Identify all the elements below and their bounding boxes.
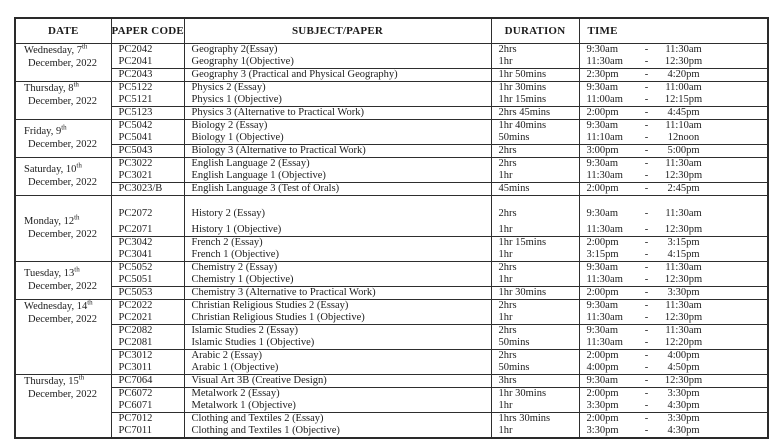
duration-cell: 1hrs 30mins <box>491 413 579 426</box>
timetable-row <box>15 158 768 171</box>
subject-cell: Geography 2(Essay) <box>184 44 491 57</box>
date-cell: Tuesday, 13th December, 2022 <box>15 262 111 300</box>
duration-cell: 1hr 30mins <box>491 82 579 95</box>
timetable-row <box>15 82 768 95</box>
time-cell: 2:00pm - 3:30pm <box>579 388 768 401</box>
subject-cell: Physics 3 (Alternative to Practical Work) <box>184 107 491 120</box>
paper-code-cell: PC7011 <box>111 425 184 438</box>
subject-cell: History 1 (Objective) <box>184 224 491 237</box>
duration-cell: 2hrs <box>491 262 579 275</box>
subject-cell: Metalwork 1 (Objective) <box>184 400 491 413</box>
timetable-row <box>15 400 768 413</box>
timetable-row <box>15 237 768 250</box>
subject-cell: Clothing and Textiles 1 (Objective) <box>184 425 491 438</box>
date-cell: Saturday, 10th December, 2022 <box>15 158 111 196</box>
time-cell: 9:30am - 11:30am <box>579 325 768 338</box>
subject-cell: History 2 (Essay) <box>184 196 491 225</box>
subject-cell: Islamic Studies 2 (Essay) <box>184 325 491 338</box>
column-header-date: DATE <box>15 18 111 44</box>
paper-code-cell: PC3021 <box>111 170 184 183</box>
duration-cell: 1hr <box>491 400 579 413</box>
duration-cell: 2hrs <box>491 350 579 363</box>
paper-code-cell: PC2072 <box>111 196 184 225</box>
subject-cell: Christian Religious Studies 2 (Essay) <box>184 300 491 313</box>
timetable-row <box>15 170 768 183</box>
duration-cell: 50mins <box>491 337 579 350</box>
subject-cell: Geography 1(Objective) <box>184 56 491 69</box>
paper-code-cell: PC3012 <box>111 350 184 363</box>
timetable-row <box>15 388 768 401</box>
timetable-row <box>15 362 768 375</box>
timetable-row <box>15 183 768 196</box>
paper-code-cell: PC2082 <box>111 325 184 338</box>
duration-cell: 50mins <box>491 132 579 145</box>
time-cell: 2:00pm - 4:45pm <box>579 107 768 120</box>
subject-cell: Biology 1 (Objective) <box>184 132 491 145</box>
timetable-row <box>15 107 768 120</box>
timetable-row <box>15 287 768 300</box>
date-cell: Thursday, 8th December, 2022 <box>15 82 111 120</box>
duration-cell: 1hr <box>491 224 579 237</box>
duration-cell: 1hr <box>491 249 579 262</box>
column-header-subject-paper: SUBJECT/PAPER <box>184 18 491 44</box>
duration-cell: 45mins <box>491 183 579 196</box>
time-cell: 11:30am - 12:30pm <box>579 56 768 69</box>
paper-code-cell: PC5053 <box>111 287 184 300</box>
time-cell: 2:30pm - 4:20pm <box>579 69 768 82</box>
time-cell: 11:10am - 12noon <box>579 132 768 145</box>
subject-cell: Visual Art 3B (Creative Design) <box>184 375 491 388</box>
duration-cell: 2hrs <box>491 44 579 57</box>
date-cell: Wednesday, 14th December, 2022 <box>15 300 111 375</box>
duration-cell: 2hrs <box>491 300 579 313</box>
time-cell: 9:30am - 11:30am <box>579 300 768 313</box>
paper-code-cell: PC2021 <box>111 312 184 325</box>
duration-cell: 1hr <box>491 274 579 287</box>
subject-cell: French 2 (Essay) <box>184 237 491 250</box>
subject-cell: Geography 3 (Practical and Physical Geography) <box>184 69 491 82</box>
duration-cell: 1hr 30mins <box>491 287 579 300</box>
timetable-row <box>15 120 768 133</box>
subject-cell: Christian Religious Studies 1 (Objective) <box>184 312 491 325</box>
time-cell: 2:00pm - 3:30pm <box>579 287 768 300</box>
subject-cell: Chemistry 2 (Essay) <box>184 262 491 275</box>
paper-code-cell: PC5052 <box>111 262 184 275</box>
paper-code-cell: PC2042 <box>111 44 184 57</box>
time-cell: 2:00pm - 4:00pm <box>579 350 768 363</box>
time-cell: 11:00am - 12:15pm <box>579 94 768 107</box>
duration-cell: 2hrs <box>491 325 579 338</box>
timetable-row <box>15 44 768 57</box>
duration-cell: 1hr 15mins <box>491 237 579 250</box>
column-header-duration: DURATION <box>491 18 579 44</box>
paper-code-cell: PC2071 <box>111 224 184 237</box>
subject-cell: English Language 3 (Test of Orals) <box>184 183 491 196</box>
paper-code-cell: PC5051 <box>111 274 184 287</box>
subject-cell: Chemistry 3 (Alternative to Practical Work) <box>184 287 491 300</box>
date-cell: Monday, 12th December, 2022 <box>15 196 111 262</box>
paper-code-cell: PC3042 <box>111 237 184 250</box>
duration-cell: 2hrs <box>491 145 579 158</box>
time-cell: 9:30am - 11:10am <box>579 120 768 133</box>
paper-code-cell: PC2022 <box>111 300 184 313</box>
time-cell: 9:30am - 12:30pm <box>579 375 768 388</box>
header-row <box>15 18 768 44</box>
paper-code-cell: PC3022 <box>111 158 184 171</box>
timetable-row <box>15 425 768 438</box>
time-cell: 9:30am - 11:30am <box>579 196 768 225</box>
subject-cell: Biology 3 (Alternative to Practical Work) <box>184 145 491 158</box>
subject-cell: Physics 2 (Essay) <box>184 82 491 95</box>
subject-cell: English Language 1 (Objective) <box>184 170 491 183</box>
time-cell: 2:00pm - 2:45pm <box>579 183 768 196</box>
column-header-paper-code: PAPER CODE <box>111 18 184 44</box>
duration-cell: 1hr <box>491 312 579 325</box>
time-cell: 9:30am - 11:30am <box>579 44 768 57</box>
subject-cell: Islamic Studies 1 (Objective) <box>184 337 491 350</box>
paper-code-cell: PC5123 <box>111 107 184 120</box>
paper-code-cell: PC6072 <box>111 388 184 401</box>
timetable-row <box>15 56 768 69</box>
timetable-row <box>15 300 768 313</box>
timetable-row <box>15 413 768 426</box>
duration-cell: 1hr <box>491 56 579 69</box>
duration-cell: 50mins <box>491 362 579 375</box>
duration-cell: 2hrs <box>491 158 579 171</box>
time-cell: 9:30am - 11:30am <box>579 262 768 275</box>
date-cell: Friday, 9th December, 2022 <box>15 120 111 158</box>
time-cell: 3:30pm - 4:30pm <box>579 425 768 438</box>
paper-code-cell: PC3011 <box>111 362 184 375</box>
duration-cell: 1hr 50mins <box>491 69 579 82</box>
timetable-row <box>15 274 768 287</box>
time-cell: 3:00pm - 5:00pm <box>579 145 768 158</box>
subject-cell: Metalwork 2 (Essay) <box>184 388 491 401</box>
subject-cell: Arabic 1 (Objective) <box>184 362 491 375</box>
date-cell: Thursday, 15th December, 2022 <box>15 375 111 439</box>
timetable-row <box>15 94 768 107</box>
time-cell: 3:30pm - 4:30pm <box>579 400 768 413</box>
subject-cell: French 1 (Objective) <box>184 249 491 262</box>
timetable-body <box>15 44 768 439</box>
duration-cell: 2hrs 45mins <box>491 107 579 120</box>
timetable-row <box>15 325 768 338</box>
duration-cell: 1hr <box>491 170 579 183</box>
paper-code-cell: PC5122 <box>111 82 184 95</box>
time-cell: 11:30am - 12:30pm <box>579 274 768 287</box>
paper-code-cell: PC7064 <box>111 375 184 388</box>
paper-code-cell: PC2043 <box>111 69 184 82</box>
paper-code-cell: PC3023/B <box>111 183 184 196</box>
timetable-row <box>15 224 768 237</box>
time-cell: 2:00pm - 3:15pm <box>579 237 768 250</box>
time-cell: 11:30am - 12:30pm <box>579 312 768 325</box>
paper-code-cell: PC5121 <box>111 94 184 107</box>
timetable-row <box>15 262 768 275</box>
timetable-row <box>15 312 768 325</box>
subject-cell: Arabic 2 (Essay) <box>184 350 491 363</box>
column-header-time: TIME <box>579 18 768 44</box>
timetable-row <box>15 350 768 363</box>
time-cell: 9:30am - 11:30am <box>579 158 768 171</box>
timetable-row <box>15 249 768 262</box>
exam-timetable-table <box>14 17 769 439</box>
duration-cell: 2hrs <box>491 196 579 225</box>
paper-code-cell: PC5041 <box>111 132 184 145</box>
duration-cell: 1hr 15mins <box>491 94 579 107</box>
timetable-row <box>15 337 768 350</box>
paper-code-cell: PC2081 <box>111 337 184 350</box>
time-cell: 4:00pm - 4:50pm <box>579 362 768 375</box>
time-cell: 11:30am - 12:30pm <box>579 224 768 237</box>
timetable-row <box>15 375 768 388</box>
subject-cell: English Language 2 (Essay) <box>184 158 491 171</box>
duration-cell: 1hr 40mins <box>491 120 579 133</box>
time-cell: 2:00pm - 3:30pm <box>579 413 768 426</box>
date-cell: Wednesday, 7th December, 2022 <box>15 44 111 82</box>
duration-cell: 1hr <box>491 425 579 438</box>
time-cell: 11:30am - 12:30pm <box>579 170 768 183</box>
time-cell: 9:30am - 11:00am <box>579 82 768 95</box>
duration-cell: 3hrs <box>491 375 579 388</box>
timetable-row <box>15 145 768 158</box>
time-cell: 3:15pm - 4:15pm <box>579 249 768 262</box>
duration-cell: 1hr 30mins <box>491 388 579 401</box>
paper-code-cell: PC6071 <box>111 400 184 413</box>
subject-cell: Clothing and Textiles 2 (Essay) <box>184 413 491 426</box>
timetable-row <box>15 196 768 225</box>
paper-code-cell: PC5043 <box>111 145 184 158</box>
paper-code-cell: PC3041 <box>111 249 184 262</box>
subject-cell: Biology 2 (Essay) <box>184 120 491 133</box>
timetable-row <box>15 132 768 145</box>
paper-code-cell: PC5042 <box>111 120 184 133</box>
subject-cell: Chemistry 1 (Objective) <box>184 274 491 287</box>
subject-cell: Physics 1 (Objective) <box>184 94 491 107</box>
timetable-row <box>15 69 768 82</box>
paper-code-cell: PC7012 <box>111 413 184 426</box>
paper-code-cell: PC2041 <box>111 56 184 69</box>
time-cell: 11:30am - 12:20pm <box>579 337 768 350</box>
